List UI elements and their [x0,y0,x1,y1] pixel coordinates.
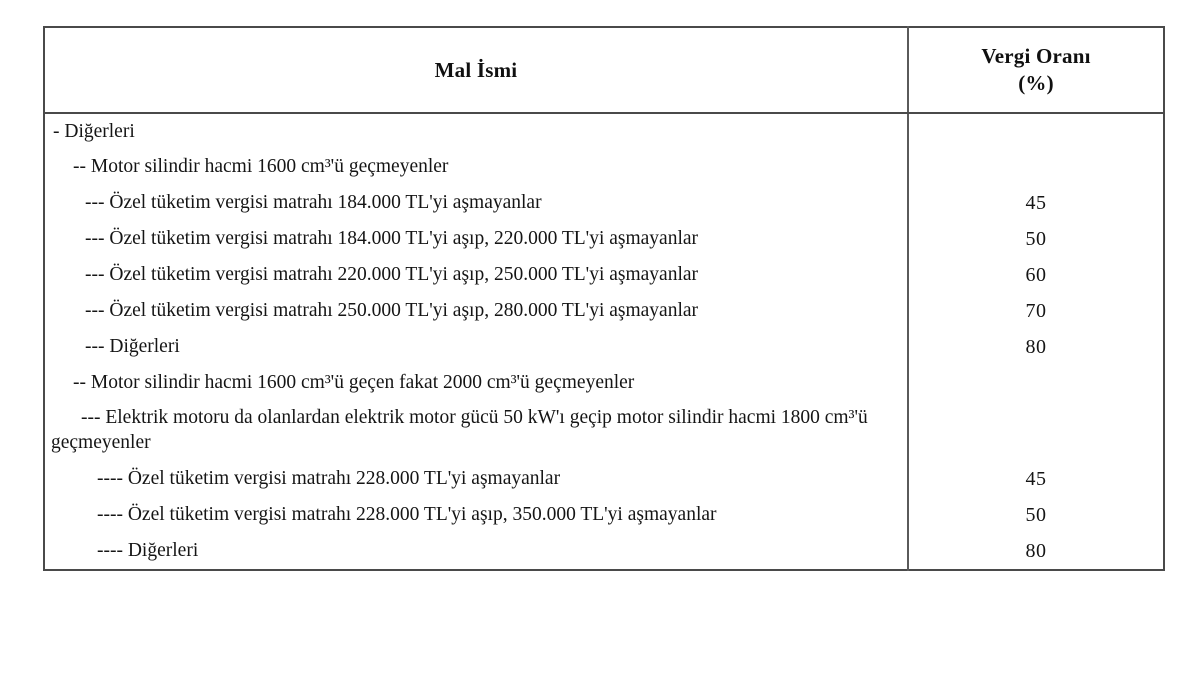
cell-goods-name [44,461,908,497]
cell-goods-name [44,113,908,149]
cell-goods-name [44,533,908,570]
goods-name-text: --- Özel tüketim vergisi matrahı 250.000 TL'yi aşıp, 280.000 TL'yi aşmayanlar [85,300,699,322]
goods-name-text: -- Motor silindir hacmi 1600 cm³'ü geçmeyenler [73,156,449,178]
cell-tax-rate [908,365,1164,400]
cell-tax-rate [908,149,1164,184]
table-row [44,149,1164,184]
column-header-tax-rate [908,27,1164,113]
cell-tax-rate: 50 [1025,227,1047,250]
cell-goods-name [44,365,908,400]
cell-goods-name [44,185,908,221]
table-row [44,293,1164,329]
goods-name-text: ---- Özel tüketim vergisi matrahı 228.000 TL'yi aşıp, 350.000 TL'yi aşmayanlar [97,504,717,526]
cell-tax-rate: 50 [1025,503,1047,526]
table-body [44,113,1164,570]
goods-name-text: - Diğerleri [53,121,135,142]
cell-tax-rate: 70 [1025,299,1047,322]
cell-tax-rate [908,400,1164,461]
column-header-tax-rate-label: Vergi Oranı [981,43,1091,68]
goods-name-text: --- Elektrik motoru da olanlardan elektrik motor gücü 50 kW'ı geçip motor silindir hacmi 1800 cm³'ü geçmeyenler [51,407,868,454]
goods-name-text: --- Özel tüketim vergisi matrahı 184.000 TL'yi aşıp, 220.000 TL'yi aşmayanlar [85,228,699,250]
special-consumption-tax-table [43,26,1165,571]
table-row [44,497,1164,533]
cell-goods-name [44,221,908,257]
table-row [44,185,1164,221]
table-row [44,365,1164,400]
cell-goods-name [44,329,908,365]
table-row [44,257,1164,293]
cell-goods-name [44,293,908,329]
table-row [44,400,1164,461]
column-header-tax-rate-unit: (%) [1018,70,1054,95]
goods-name-text: ---- Diğerleri [97,540,199,562]
table-header [44,27,1164,113]
goods-name-text: ---- Özel tüketim vergisi matrahı 228.000 TL'yi aşmayanlar [97,468,561,490]
goods-name-text: --- Diğerleri [85,336,180,358]
cell-tax-rate: 80 [1025,539,1047,562]
goods-name-text: --- Özel tüketim vergisi matrahı 184.000 TL'yi aşmayanlar [85,192,542,214]
table-row [44,113,1164,149]
table-row [44,461,1164,497]
cell-tax-rate: 60 [1025,263,1047,286]
cell-goods-name [44,257,908,293]
table-header-row [44,27,1164,113]
cell-tax-rate: 45 [1025,467,1047,490]
table-row [44,533,1164,570]
column-header-goods-name: Mal İsmi [44,27,908,113]
goods-name-text: --- Özel tüketim vergisi matrahı 220.000 TL'yi aşıp, 250.000 TL'yi aşmayanlar [85,264,699,286]
cell-tax-rate [908,113,1164,149]
cell-tax-rate: 80 [1025,335,1047,358]
table-row [44,329,1164,365]
goods-name-text: -- Motor silindir hacmi 1600 cm³'ü geçen fakat 2000 cm³'ü geçmeyenler [73,371,635,393]
table-row [44,221,1164,257]
cell-goods-name [44,149,908,184]
cell-goods-name [44,400,908,461]
cell-goods-name [44,497,908,533]
cell-tax-rate: 45 [1025,191,1047,214]
